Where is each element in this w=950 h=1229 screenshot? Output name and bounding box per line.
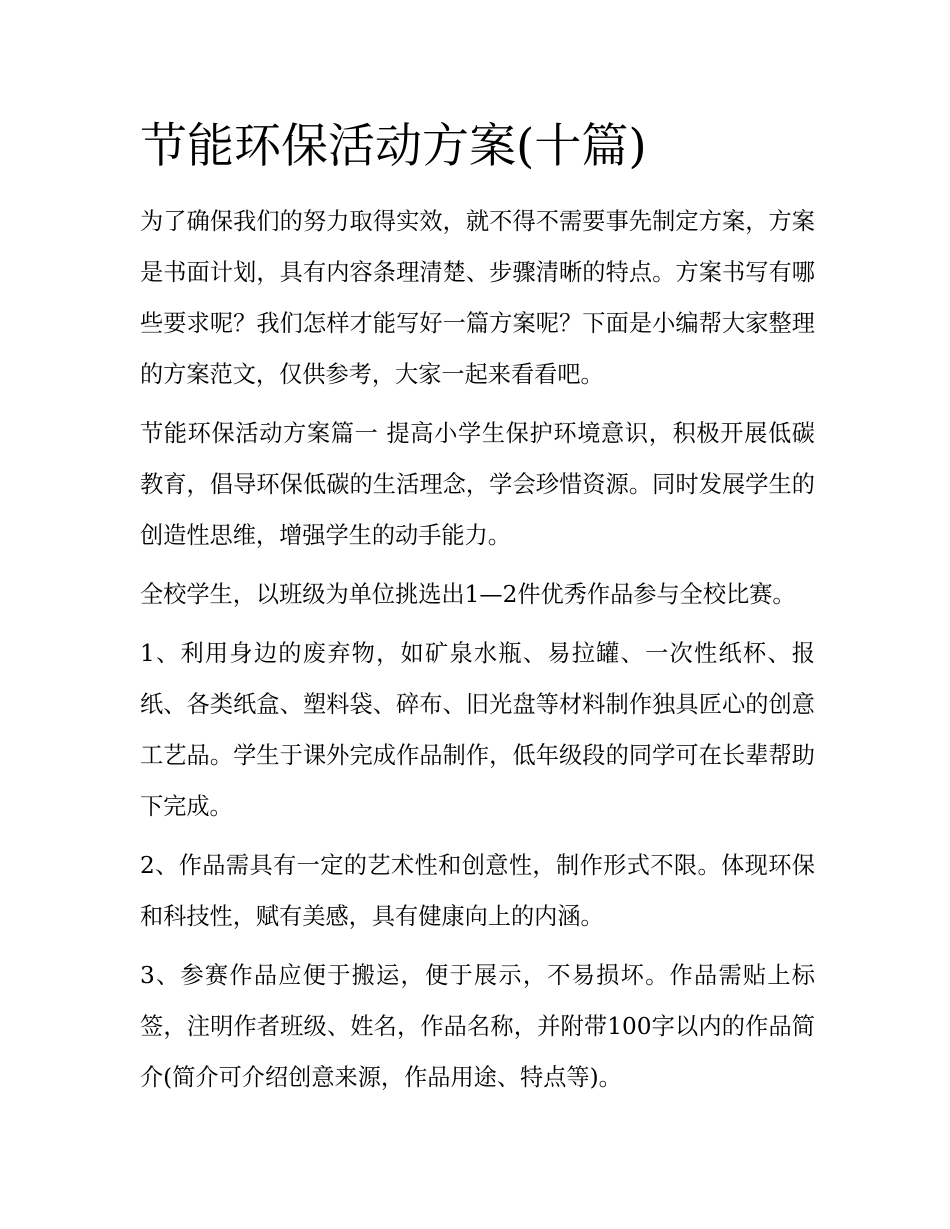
paragraph-participants: 全校学生，以班级为单位挑选出1—2件优秀作品参与全校比赛。 (140, 581, 796, 608)
paragraph-intro: 为了确保我们的努力取得实效，就不得不需要事先制定方案，方案是书面计划，具有内容条理清楚、步骤清晰的特点。方案书写有哪些要求呢？我们怎样才能写好一篇方案呢？下面是小编帮大家整理的方案范文，仅供参考，大家一起来看看吧。 (140, 208, 815, 388)
document-title: 节能环保活动方案(十篇) (140, 119, 647, 174)
paragraph-plan-one-goal: 节能环保活动方案篇一 提高小学生保护环境意识，积极开展低碳教育，倡导环保低碳的生活理念，学会珍惜资源。同时发展学生的创造性思维，增强学生的动手能力。 (140, 420, 815, 549)
paragraph-requirement-1: 1、利用身边的废弃物，如矿泉水瓶、易拉罐、一次性纸杯、报纸、各类纸盒、塑料袋、碎布、旧光盘等材料制作独具匠心的创意工艺品。学生于课外完成作品制作，低年级段的同学可在长辈帮助下完成。 (140, 640, 815, 820)
document-content (140, 112, 815, 1103)
paragraph-requirement-3: 3、参赛作品应便于搬运，便于展示，不易损坏。作品需贴上标签，注明作者班级、姓名，作品名称，并附带100字以内的作品简介(简介可介绍创意来源，作品用途、特点等)。 (140, 962, 815, 1091)
paragraph-requirement-2: 2、作品需具有一定的艺术性和创意性，制作形式不限。体现环保和科技性，赋有美感，具有健康向上的内涵。 (140, 852, 815, 930)
